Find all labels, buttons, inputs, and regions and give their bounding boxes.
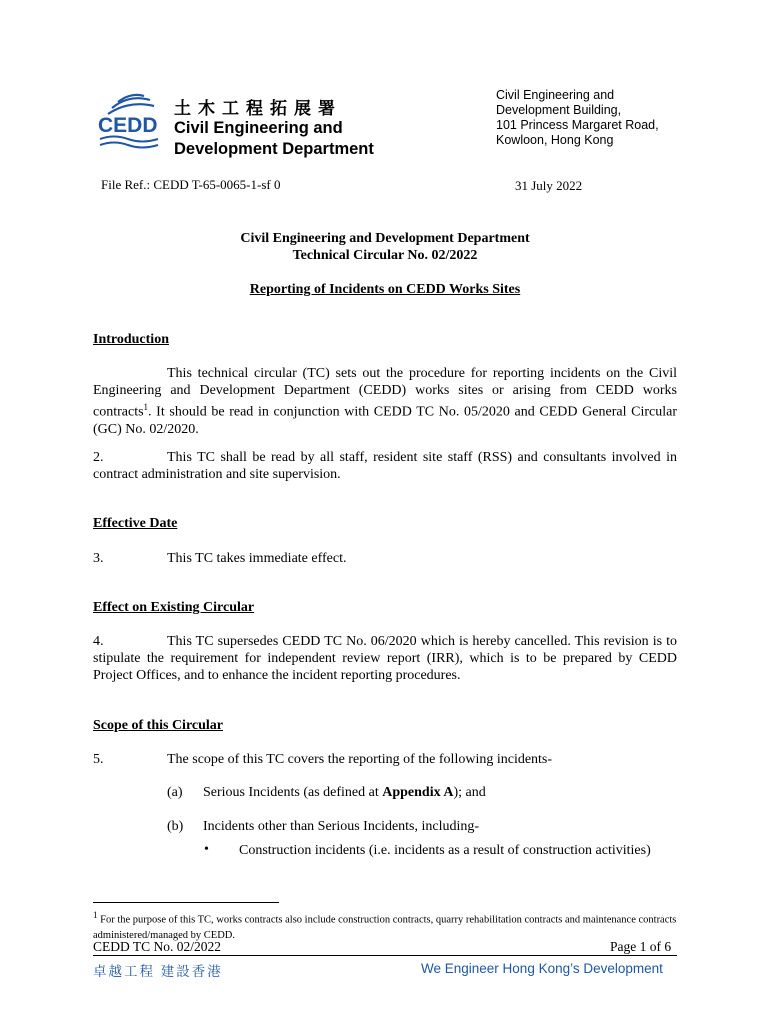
paragraph-number: 4. <box>93 634 104 649</box>
item-a-text: Serious Incidents (as defined at <box>203 785 383 800</box>
address-line: Civil Engineering and <box>496 88 615 102</box>
cedd-logo <box>98 92 160 150</box>
footer-divider <box>93 955 677 956</box>
address-line: Kowloon, Hong Kong <box>496 133 614 147</box>
item-a-text-end: ); and <box>453 785 486 800</box>
title-line1: Civil Engineering and Development Department <box>240 231 530 246</box>
paragraph-4-text: This TC supersedes CEDD TC No. 06/2020 which is hereby cancelled. This revision is to stipulate the requirement for independent review report (IRR), which is to be prepared by CEDD Project Offices, and to enhance the incident reporting procedures. <box>93 634 677 683</box>
paragraph-4 <box>93 633 677 684</box>
item-a-label: (a) <box>167 785 183 800</box>
footnote-divider <box>93 902 279 903</box>
item-b-label: (b) <box>167 819 184 834</box>
appendix-a-reference: Appendix A <box>382 785 454 800</box>
department-chinese-name: 土木工程拓展署 <box>174 99 342 118</box>
heading-effective-date: Effective Date <box>93 516 178 531</box>
footnote <box>93 908 677 943</box>
paragraph-1 <box>93 365 677 438</box>
slogan-english: We Engineer Hong Kong’s Development <box>421 961 663 976</box>
slogan-chinese: 卓越工程 建設香港 <box>93 964 223 979</box>
paragraph-1-text-end: . It should be read in conjunction with CEDD TC No. 05/2020 and CEDD General Circular (GC) No. 02/2020. <box>93 404 677 437</box>
paragraph-3-text: This TC takes immediate effect. <box>167 551 347 566</box>
department-name-line1: Civil Engineering and <box>174 119 343 137</box>
footnote-text: For the purpose of this TC, works contracts also include construction contracts, quarry rehabilitation contracts and maintenance contracts administered/managed by CEDD. <box>93 914 677 941</box>
paragraph-number: 3. <box>93 551 104 566</box>
department-name-line2: Development Department <box>174 140 374 158</box>
address-line: 101 Princess Margaret Road, <box>496 118 659 132</box>
footer-circular-ref: CEDD TC No. 02/2022 <box>93 939 222 954</box>
title-line2: Technical Circular No. 02/2022 <box>292 248 478 263</box>
department-english-name <box>174 118 374 160</box>
paragraph-2-text: This TC shall be read by all staff, resident site staff (RSS) and consultants involved in contract administration and site supervision. <box>93 450 677 482</box>
bullet-marker: • <box>204 842 209 857</box>
footnote-marker: 1 <box>143 402 149 412</box>
heading-effect-on-existing-circular: Effect on Existing Circular <box>93 600 255 615</box>
circular-subject: Reporting of Incidents on CEDD Works Sites <box>249 282 521 297</box>
paragraph-2 <box>93 449 677 483</box>
paragraph-number: 2. <box>93 450 104 465</box>
paragraph-1-text: This technical circular (TC) sets out the procedure for reporting incidents on the Civil Engineering and Development Department (CEDD) works sites or arising from CEDD works contracts <box>93 366 677 420</box>
department-address <box>496 88 659 148</box>
bullet-text: Construction incidents (i.e. incidents as a result of construction activities) <box>239 843 651 858</box>
paragraph-3 <box>93 550 677 567</box>
paragraph-5-text: The scope of this TC covers the reporting of the following incidents- <box>167 752 553 767</box>
footnote-number: 1 <box>93 910 98 920</box>
page-number: Page 1 of 6 <box>610 939 672 954</box>
logo-text: CEDD <box>98 114 158 137</box>
item-b-text: Incidents other than Serious Incidents, including- <box>203 819 480 834</box>
file-reference: File Ref.: CEDD T-65-0065-1-sf 0 <box>101 177 281 192</box>
heading-scope: Scope of this Circular <box>93 718 224 733</box>
paragraph-number: 5. <box>93 752 104 767</box>
paragraph-5 <box>93 751 677 768</box>
heading-introduction: Introduction <box>93 332 169 347</box>
circular-date: 31 July 2022 <box>515 178 583 193</box>
item-a <box>203 785 486 801</box>
address-line: Development Building, <box>496 103 622 117</box>
